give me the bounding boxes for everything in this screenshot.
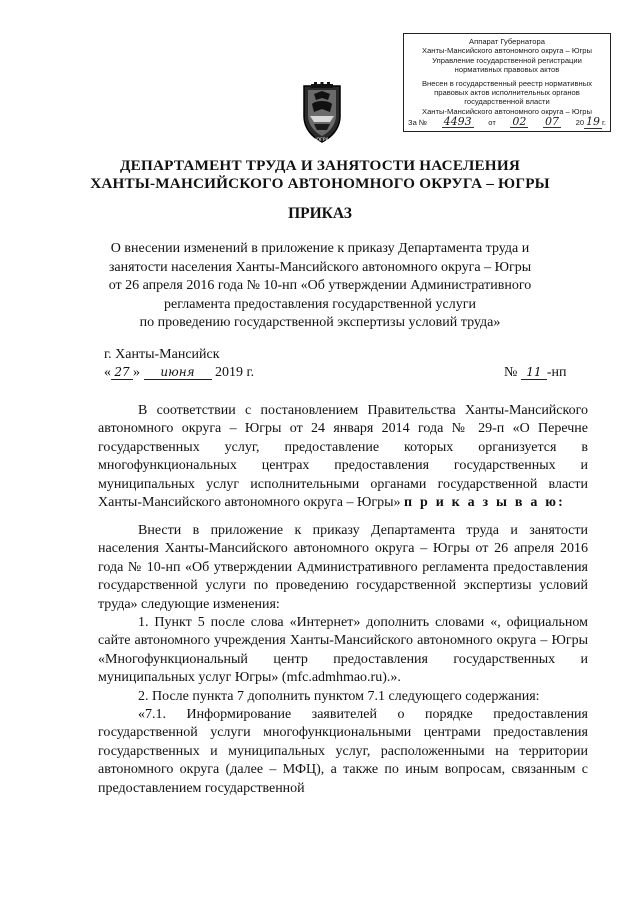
issue-date xyxy=(104,365,254,381)
order-word: п р и к а з ы в а ю: xyxy=(404,495,566,511)
subject-line: занятости населения Ханты-Мансийского автономного округа – Югры xyxy=(108,259,532,275)
stamp-line: Аппарат Губернатора xyxy=(469,37,545,46)
department-title-line2: ХАНТЫ-МАНСИЙСКОГО АВТОНОМНОГО ОКРУГА – ЮГРЫ xyxy=(90,175,550,192)
preamble-text: В соответствии с постановлением Правительства Ханты-Мансийского автономного округа – Югры от 24 января 2014 года № 29-п «О Перечне государственных услуг, предоставление которых организуется в многофункциональных центрах предоставления государственных и муниципальных услуг исполнительными органами государственной власти Ханты-Мансийского автономного округа – Югры» xyxy=(98,403,588,511)
stamp-reg-day: 02 xyxy=(512,115,527,129)
stamp-line: Управление государственной регистрации xyxy=(432,55,582,65)
stamp-reg-number: 4493 xyxy=(443,115,472,129)
stamp-reg-year: 19 xyxy=(586,115,601,129)
document-subject xyxy=(90,240,550,333)
coat-of-arms-icon xyxy=(300,82,344,144)
number-suffix: -нп xyxy=(546,365,567,380)
stamp-reg-month: 07 xyxy=(545,115,559,129)
subject-line: от 26 апреля 2016 года № 10-нп «Об утверждении Административного xyxy=(108,278,532,294)
preamble-paragraph xyxy=(98,402,588,512)
date-day: 27 xyxy=(111,365,133,380)
registration-stamp xyxy=(403,33,611,132)
date-open-quote: « xyxy=(104,365,111,380)
subject-line: регламента предоставления государственной услуги xyxy=(164,296,476,312)
new-clause-7-1: «7.1. Информирование заявителей о порядке предоставления государственной услуги многофункциональными центрами предоставления государственных и муниципальных услуг, расположенными на территории автономного округа (далее – МФЦ), а также по иным вопросам, связанным с предоставлением государственной xyxy=(98,707,588,796)
number-value: 11 xyxy=(521,365,547,380)
stamp-line: нормативных правовых актов xyxy=(454,65,560,75)
subject-line: по проведению государственной экспертизы условий труда» xyxy=(139,315,501,331)
document-type: ПРИКАЗ xyxy=(288,205,352,222)
change-item-1: 1. Пункт 5 после слова «Интернет» дополнить словами «, официальном сайте автономного учреждения Ханты-Мансийского автономного округа – Югры «Многофункциональный центр предоставления государственных и муниципальных услуг Югры» (mfc.admhmao.ru).». xyxy=(98,615,588,686)
stamp-line: государственной власти xyxy=(464,97,550,107)
date-close-quote: » xyxy=(133,365,140,380)
document-number xyxy=(504,365,567,381)
emblem-label: ЮГРА xyxy=(315,138,329,143)
stamp-reg-prefix: За № xyxy=(408,118,428,128)
changes-intro: Внести в приложение к приказу Департамента труда и занятости населения Ханты-Мансийского автономного округа – Югры от 26 апреля 2016 года № 10-нп «Об утверждении Административного регламента предоставления государственной услуги по проведению государственной экспертизы условий труда» следующие изменения: xyxy=(98,523,588,612)
change-item-2: 2. После пункта 7 дополнить пунктом 7.1 следующего содержания: xyxy=(138,688,540,704)
department-title-line1: ДЕПАРТАМЕНТ ТРУДА И ЗАНЯТОСТИ НАСЕЛЕНИЯ xyxy=(120,157,520,174)
subject-line: О внесении изменений в приложение к приказу Департамента труда и xyxy=(110,241,530,256)
stamp-line: правовых актов исполнительных органов xyxy=(434,88,580,98)
stamp-registration-line xyxy=(408,117,606,127)
stamp-reg-from: от xyxy=(488,118,496,128)
stamp-line: Ханты-Мансийского автономного округа – Югры xyxy=(422,106,592,116)
place-of-issue: г. Ханты-Мансийск xyxy=(104,347,220,362)
stamp-line: Внесен в государственный реестр нормативных xyxy=(421,78,593,88)
stamp-reg-year-prefix: 20 xyxy=(575,118,585,128)
date-year: 2019 г. xyxy=(215,365,255,380)
stamp-reg-year-end: г. xyxy=(602,118,606,128)
changes-section xyxy=(98,522,588,798)
stamp-line: Ханты-Мансийского автономного округа – Югры xyxy=(422,46,592,56)
date-month: июня xyxy=(144,365,212,380)
number-prefix: № xyxy=(504,365,518,380)
